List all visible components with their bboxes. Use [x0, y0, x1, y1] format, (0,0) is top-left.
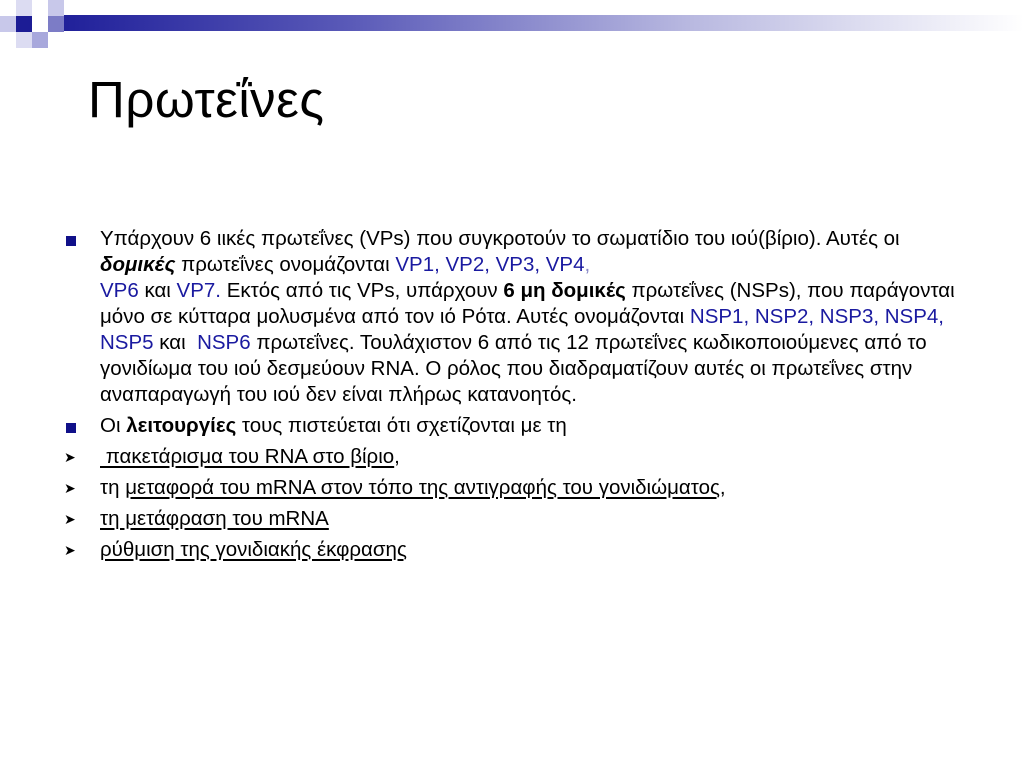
slide-body	[64, 226, 964, 568]
text-run: ,	[584, 253, 591, 276]
header-gradient-bar	[62, 15, 1024, 31]
text-run: Οι	[100, 414, 127, 437]
deco-square	[32, 0, 48, 16]
underlined-text: πακετάρισμα του RNA στο βίριο	[100, 445, 395, 468]
text-run: τη	[100, 476, 126, 499]
underlined-text: μεταφορά του mRNA στον τόπο της αντιγραφής του γονιδιώματος	[125, 476, 720, 499]
text-run: Εκτός από τις VPs, υπάρχουν	[221, 279, 504, 302]
square-bullet-icon	[66, 423, 76, 433]
arrow-bullet-icon: ➤	[64, 542, 76, 558]
deco-square	[32, 16, 48, 32]
square-bullet-icon	[66, 236, 76, 246]
vp7-label: VP7.	[176, 279, 221, 302]
vp6-label: VP6	[100, 279, 139, 302]
deco-square	[0, 0, 16, 16]
text-run: ,	[394, 445, 400, 468]
sub-bullet-item	[64, 537, 964, 563]
emphasis-text: λειτουργίες	[126, 414, 237, 437]
text-run: ,	[719, 476, 726, 499]
deco-square	[16, 16, 32, 32]
arrow-bullet-icon: ➤	[64, 480, 76, 496]
text-run: Υπάρχουν 6 ιικές πρωτεΐνες (VPs) που συγκροτούν το σωματίδιο του ιού(βίριο). Αυτές οι	[100, 227, 900, 250]
sub-bullet-item	[64, 444, 964, 470]
text-run: και	[138, 279, 177, 302]
sub-bullet-item	[64, 506, 964, 532]
nsp6-label: NSP6	[197, 331, 251, 354]
deco-square	[48, 0, 64, 16]
deco-square	[16, 0, 32, 16]
deco-square	[48, 16, 64, 32]
sub-bullet-item	[64, 475, 964, 501]
underlined-text: ρύθμιση της γονιδιακής έκφρασης	[100, 538, 407, 561]
emphasis-text: δομικές	[100, 253, 176, 276]
underlined-text: τη μετάφραση του mRNA	[100, 507, 329, 530]
text-run: πρωτεΐνες ονομάζονται	[175, 253, 396, 276]
deco-square	[0, 16, 16, 32]
text-run: πρωτεΐνες. Τουλάχιστον 6 από τις 12 πρωτεΐνες κωδικοποιούμενες από το γονιδίωμα του ιού δεσμεύουν RNA. Ο ρόλος που διαδραματίζουν αυτές οι πρωτεΐνες στην αναπαραγωγή του ιού δεν είναι πλήρως κατανοητός.	[100, 331, 927, 406]
emphasis-text: 6 μη δομικές	[503, 279, 626, 302]
header-decoration	[0, 0, 1024, 50]
nsp-list: NSP1, NSP2, NSP3, NSP4, NSP5	[100, 305, 944, 354]
deco-square	[48, 32, 64, 48]
arrow-bullet-icon: ➤	[64, 511, 76, 527]
deco-square	[32, 32, 48, 48]
text-run: τους πιστεύεται ότι σχετίζονται με τη	[236, 414, 567, 437]
text-run: πρωτεΐνες (NSPs), που παράγονται μόνο σε κύτταρα μολυσμένα από τον ιό Ρότα. Αυτές ονομάζονται	[100, 279, 955, 328]
vp-list: VP1, VP2, VP3, VP4	[395, 253, 585, 276]
bullet-item	[64, 226, 964, 408]
arrow-bullet-icon: ➤	[64, 449, 76, 465]
deco-square	[16, 32, 32, 48]
bullet-item	[64, 413, 964, 439]
text-run: και	[153, 331, 198, 354]
slide-title: Πρωτεΐνες	[88, 71, 325, 128]
